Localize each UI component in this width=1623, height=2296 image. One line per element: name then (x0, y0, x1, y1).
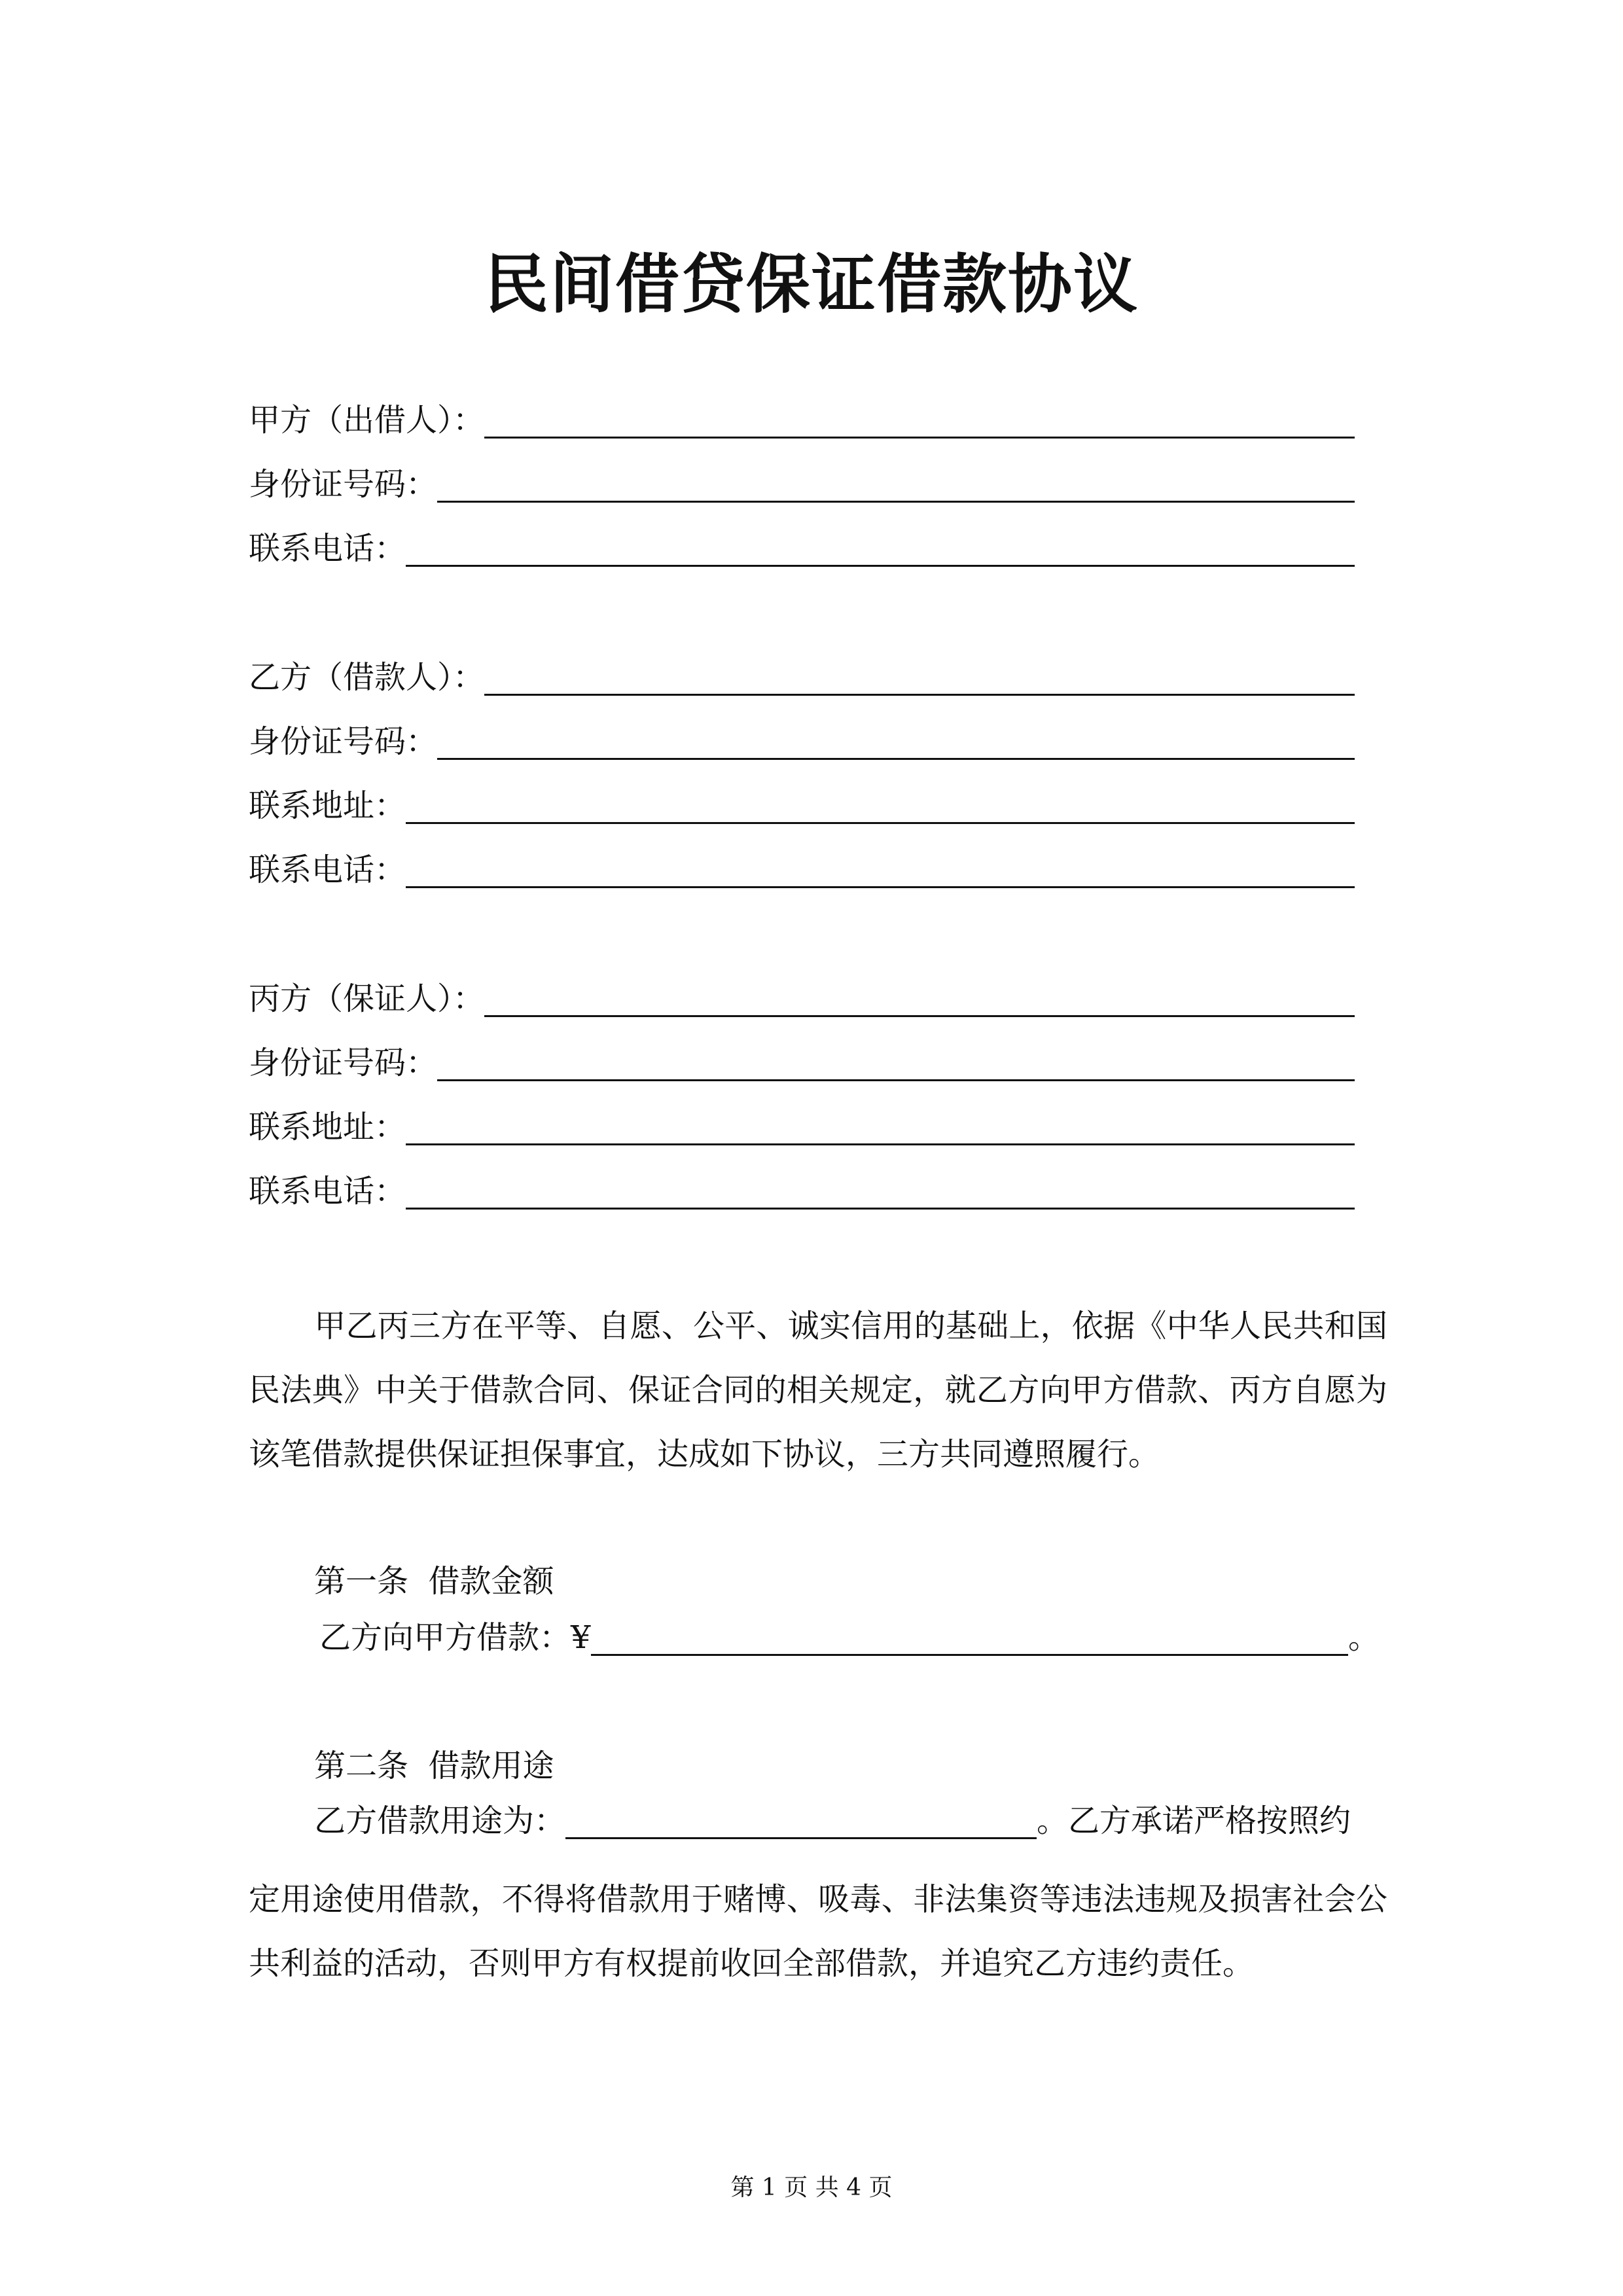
party-a-id-blank[interactable] (437, 465, 1355, 503)
party-c-name-label: 丙方（保证人）： (249, 980, 485, 1017)
party-a-phone-field[interactable] (249, 521, 1355, 573)
party-c-phone-label: 联系电话： (249, 1173, 406, 1210)
intro-text: 甲乙丙三方在平等、自愿、公平、诚实信用的基础上，依据《中华人民共和国民法典》中关于借款合同、保证合同的相关规定，就乙方向甲方借款、丙方自愿为该笔借款提供保证担保事宜，达成如下协议，三方共同遵照履行。 (249, 1308, 1387, 1473)
party-a-id-label: 身份证号码： (249, 466, 438, 503)
loan-purpose-suffix: 。乙方承诺严格按照约 (1037, 1803, 1351, 1839)
party-a-phone-label: 联系电话： (249, 530, 406, 567)
party-a-name-field[interactable] (249, 393, 1355, 445)
loan-amount-label: 乙方向甲方借款：¥ (319, 1619, 591, 1656)
party-b-id-label: 身份证号码： (249, 723, 438, 760)
party-c-id-blank[interactable] (437, 1044, 1355, 1081)
party-c-phone-blank[interactable] (406, 1172, 1355, 1210)
document-title: 民间借贷保证借款协议 (484, 247, 1139, 322)
party-c-name-field[interactable] (249, 971, 1355, 1024)
party-a-phone-blank[interactable] (406, 529, 1355, 567)
article-2-text: 定用途使用借款，不得将借款用于赌博、吸毒、非法集资等违法违规及损害社会公共利益的活动，否则甲方有权提前收回全部借款，并追究乙方违约责任。 (249, 1881, 1387, 1982)
party-c-address-label: 联系地址： (249, 1109, 406, 1145)
party-c-address-field[interactable] (249, 1100, 1355, 1152)
party-c-name-blank[interactable] (484, 980, 1355, 1017)
party-a-id-field[interactable] (249, 457, 1355, 509)
loan-amount-blank[interactable] (591, 1619, 1348, 1656)
loan-purpose-row[interactable] (314, 1793, 1387, 1846)
party-b-name-field[interactable] (249, 650, 1355, 702)
party-b-address-field[interactable] (249, 778, 1355, 831)
party-b-id-blank[interactable] (437, 723, 1355, 760)
party-a-name-label: 甲方（出借人）： (249, 402, 485, 439)
party-b-phone-blank[interactable] (406, 851, 1355, 888)
party-b-phone-field[interactable] (249, 842, 1355, 895)
party-c-id-label: 身份证号码： (249, 1045, 438, 1081)
party-b-address-label: 联系地址： (249, 787, 406, 824)
loan-purpose-label: 乙方借款用途为： (314, 1803, 566, 1839)
party-b-name-label: 乙方（借款人）： (249, 659, 485, 696)
article-1-heading: 第一条 借款金额 (314, 1563, 554, 1600)
party-b-phone-label: 联系电话： (249, 852, 406, 888)
party-b-address-blank[interactable] (406, 787, 1355, 824)
party-b-name-blank[interactable] (484, 658, 1355, 696)
loan-amount-row[interactable] (319, 1610, 1380, 1662)
party-c-id-field[interactable] (249, 1035, 1355, 1088)
party-c-address-blank[interactable] (406, 1108, 1355, 1145)
party-a-name-blank[interactable] (484, 401, 1355, 439)
article-2-heading: 第二条 借款用途 (314, 1748, 554, 1784)
intro-paragraph (249, 1294, 1387, 1486)
party-c-phone-field[interactable] (249, 1164, 1355, 1216)
party-b-id-field[interactable] (249, 714, 1355, 766)
loan-purpose-blank[interactable] (565, 1802, 1037, 1839)
page-number: 第 1 页 共 4 页 (730, 2174, 893, 2201)
loan-amount-suffix: 。 (1347, 1619, 1380, 1656)
